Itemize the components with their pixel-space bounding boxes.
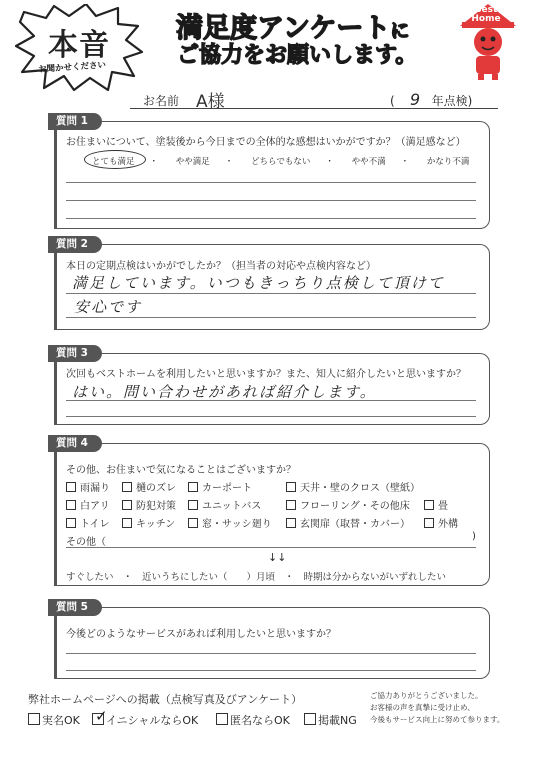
concern-checkbox[interactable]: フローリング・その他床 bbox=[286, 497, 410, 512]
publish-option[interactable]: 実名OK bbox=[28, 712, 80, 728]
name-underline bbox=[130, 108, 498, 109]
publish-option[interactable]: 掲載NG bbox=[304, 712, 357, 728]
choice[interactable]: かなり不満 bbox=[426, 157, 470, 167]
thank-you-note: ご協力ありがとうございました。 お客様の声を真摯に受け止め、 今後もサービス向上に努めて参ります。 bbox=[370, 691, 505, 724]
timing-arrows: ↓↓ bbox=[268, 551, 287, 564]
stamp-title: 本音 bbox=[48, 28, 110, 63]
concern-checkbox[interactable]: カーポート bbox=[188, 479, 252, 494]
question-1-text: お住まいについて、塗装後から今日までの全体的な感想はいかがですか？（満足感など） bbox=[66, 137, 466, 148]
inspection-year: ( 9 年点検) bbox=[390, 90, 473, 109]
question-3-tag: 質問 3 bbox=[48, 345, 102, 362]
logo-text: Best Home bbox=[471, 5, 501, 24]
survey-title: 満足度アンケートに bbox=[176, 13, 410, 44]
answer-line bbox=[66, 218, 476, 219]
question-2-text: 本日の定期点検はいかがでしたか？（担当者の対応や点検内容など） bbox=[66, 261, 376, 272]
answer-line bbox=[66, 400, 476, 401]
answer-line bbox=[66, 653, 476, 654]
concern-checkbox[interactable]: 畳 bbox=[424, 497, 448, 512]
answer-line bbox=[66, 670, 476, 671]
question-4-text: その他、お住まいで気になることはございますか？ bbox=[66, 465, 296, 476]
concern-checkbox[interactable]: 玄関扉（取替・カバー） bbox=[286, 515, 410, 530]
question-5-tag: 質問 5 bbox=[48, 599, 102, 616]
publish-option[interactable]: 匿名ならOK bbox=[216, 712, 290, 728]
other-label: その他（ bbox=[66, 537, 106, 548]
concern-checkbox[interactable]: 天井・壁のクロス（壁紙） bbox=[286, 479, 420, 494]
question-1-tag: 質問 1 bbox=[48, 113, 102, 130]
question-3-answer: はい。問い合わせがあれば紹介します。 bbox=[72, 383, 377, 401]
concern-checkbox[interactable]: 雨漏り bbox=[66, 479, 110, 494]
answer-line bbox=[66, 200, 476, 201]
other-close: ) bbox=[472, 531, 476, 542]
question-2-tag: 質問 2 bbox=[48, 236, 102, 253]
concern-checkbox[interactable]: キッチン bbox=[122, 515, 175, 530]
question-3-text: 次回もベストホームを利用したいと思いますか？また、知人に紹介したいと思いますか？ bbox=[66, 369, 466, 380]
choice[interactable]: とても満足 bbox=[92, 157, 135, 167]
answer-line bbox=[66, 293, 476, 294]
concern-checkbox[interactable]: 防犯対策 bbox=[122, 497, 176, 512]
name-value: A様 bbox=[196, 92, 225, 112]
question-2-answer: 安心です bbox=[74, 298, 143, 316]
choice[interactable]: どちらでもない bbox=[250, 157, 311, 167]
question-1-choices: とても満足 ・ やや満足 ・ どちらでもない ・ やや不満 ・ かなり不満 bbox=[92, 157, 470, 167]
concern-checkbox[interactable]: ユニットバス bbox=[188, 497, 261, 512]
publish-consent-title: 弊社ホームページへの掲載（点検写真及びアンケート） bbox=[28, 693, 303, 706]
concern-checkbox[interactable]: 外構 bbox=[424, 515, 458, 530]
answer-line bbox=[66, 547, 476, 548]
name-label: お名前 bbox=[143, 94, 180, 108]
publish-option[interactable]: イニシャルならOK bbox=[92, 712, 198, 728]
stamp-subtitle: お聞かせください bbox=[37, 60, 107, 76]
answer-line bbox=[66, 317, 476, 318]
timing-options: すぐしたい ・ 近いうちにしたい（ ）月頃 ・ 時期は分からないがいずれしたい bbox=[66, 572, 447, 583]
choice[interactable]: やや満足 bbox=[175, 157, 210, 167]
question-5-text: 今後どのようなサービスがあれば利用したいと思いますか？ bbox=[66, 629, 336, 640]
answer-line bbox=[66, 416, 476, 417]
concern-checkbox[interactable]: 窓・サッシ廻り bbox=[188, 515, 272, 530]
concern-checkbox[interactable]: 白アリ bbox=[66, 497, 110, 512]
survey-subtitle: ご協力をお願いします。 bbox=[177, 43, 418, 68]
answer-line bbox=[66, 182, 476, 183]
choice[interactable]: やや不満 bbox=[351, 157, 386, 167]
checkmark-icon: ✓ bbox=[95, 707, 108, 725]
question-5-box bbox=[54, 607, 490, 679]
question-2-answer: 満足しています。いつもきっちり点検して頂けて bbox=[72, 274, 445, 292]
concern-checkbox[interactable]: トイレ bbox=[66, 515, 110, 530]
concern-checkbox[interactable]: 樋のズレ bbox=[122, 479, 176, 494]
question-4-tag: 質問 4 bbox=[48, 435, 102, 452]
